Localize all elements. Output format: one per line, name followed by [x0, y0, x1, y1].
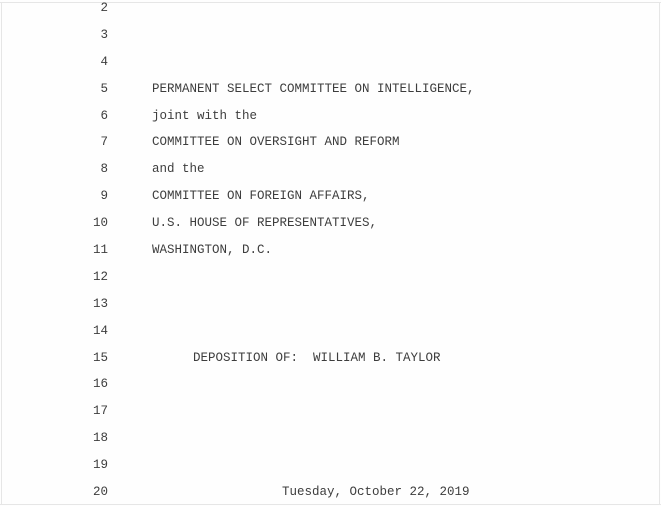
- transcript-line: [0, 183, 661, 210]
- transcript-line: [0, 290, 661, 317]
- transcript-line: [0, 156, 661, 183]
- transcript-line-deposition-title: [0, 344, 661, 371]
- line-number: 18: [92, 431, 108, 446]
- line-number: 20: [92, 484, 108, 499]
- line-number: 6: [100, 108, 108, 123]
- line-number: 19: [92, 458, 108, 473]
- line-number: 14: [92, 323, 108, 338]
- transcript-line-date: [0, 479, 661, 506]
- transcript-line: [0, 237, 661, 264]
- line-text: WASHINGTON, D.C.: [152, 242, 273, 257]
- transcript-line: [0, 48, 661, 75]
- line-text: DEPOSITION OF: WILLIAM B. TAYLOR: [193, 350, 441, 365]
- line-number: 12: [92, 269, 108, 284]
- line-number: 8: [100, 162, 108, 177]
- transcript-line: [0, 317, 661, 344]
- transcript-line: [0, 263, 661, 290]
- transcript-line: [0, 371, 661, 398]
- transcript-line: [0, 398, 661, 425]
- line-text: COMMITTEE ON OVERSIGHT AND REFORM: [152, 135, 400, 150]
- line-text: U.S. HOUSE OF REPRESENTATIVES,: [152, 216, 378, 231]
- line-number: 11: [92, 242, 108, 257]
- line-number: 3: [100, 27, 108, 42]
- transcript-line: [0, 210, 661, 237]
- transcript-line: [0, 452, 661, 479]
- transcript-line: [0, 425, 661, 452]
- line-number: 5: [100, 81, 108, 96]
- line-number: 16: [92, 377, 108, 392]
- line-number: 4: [100, 54, 108, 69]
- transcript-line: [0, 75, 661, 102]
- line-number: 7: [100, 135, 108, 150]
- line-number: 2: [100, 0, 108, 15]
- line-text: COMMITTEE ON FOREIGN AFFAIRS,: [152, 189, 370, 204]
- line-text: PERMANENT SELECT COMMITTEE ON INTELLIGENCE,: [152, 81, 475, 96]
- transcript-line: [0, 102, 661, 129]
- line-number: 17: [92, 404, 108, 419]
- line-text: Tuesday, October 22, 2019: [282, 484, 470, 499]
- line-number: 9: [100, 189, 108, 204]
- line-number: 15: [92, 350, 108, 365]
- transcript-line: [0, 129, 661, 156]
- line-text: joint with the: [152, 108, 258, 123]
- line-text: and the: [152, 162, 205, 177]
- transcript-line: [0, 0, 661, 21]
- line-number: 13: [92, 296, 108, 311]
- transcript-line: [0, 21, 661, 48]
- line-number: 10: [92, 216, 108, 231]
